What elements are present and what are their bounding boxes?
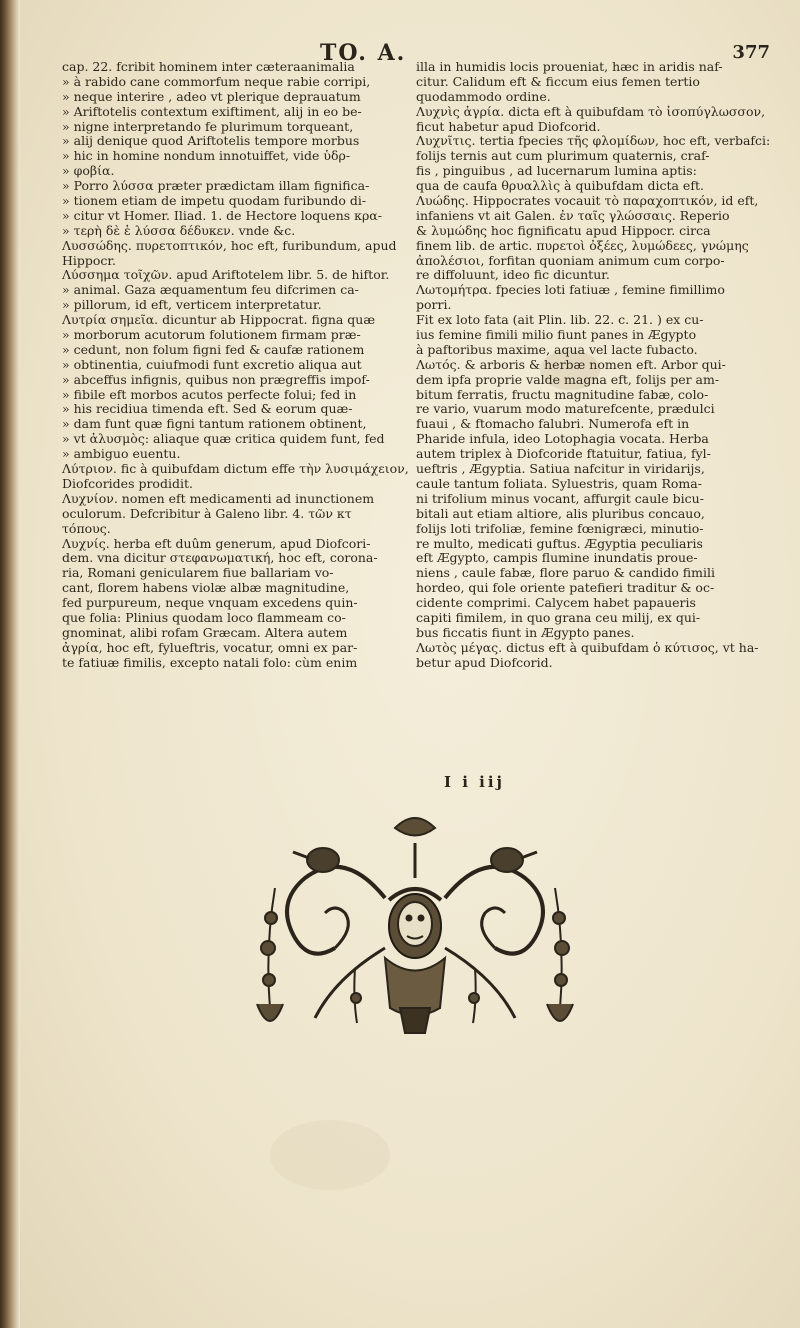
text-line: Pharide infula, ideo Lotophagia vocata. Herba — [416, 431, 709, 447]
text-line: qua de caufa θρυαλλὶς à quibufdam dicta eft. — [416, 178, 704, 194]
text-line: gnominat, alibi rofam Græcam. Altera autem — [62, 624, 348, 640]
right-text-column — [416, 59, 771, 671]
text-line: » animal. Gaza æquamentum feu difcrimen ca- — [62, 282, 359, 298]
text-line: » cedunt, non folum figni fed & caufæ rationem — [62, 341, 365, 357]
tailpiece-ornament — [235, 808, 595, 1043]
text-line: » citur vt Homer. Iliad. 1. de Hectore loquens κρα- — [62, 207, 382, 223]
text-line: ius femine fimili milio fiunt panes in Ægypto — [416, 327, 697, 343]
text-line: quodammodo ordine. — [416, 88, 551, 104]
text-line: niens , caule fabæ, flore paruo & candido fimili — [416, 565, 715, 581]
text-line: ficut habetur apud Diofcorid. — [416, 118, 601, 134]
text-line: » fibile eft morbos acutos perfecte folui; fed in — [62, 386, 357, 402]
text-line: » τερὴ δὲ ἑ λύσσα δέδυκεν. vnde &c. — [62, 222, 296, 238]
text-line: Λύτριον. fic à quibufdam dictum effe τὴν λυσιμάχειον, — [62, 461, 409, 477]
text-line: » nigne interpretando fe plurimum torqueant, — [62, 118, 354, 134]
text-line: cidente comprimi. Calycem habet papaueris — [416, 595, 696, 611]
text-line: Diofcorides prodidit. — [62, 475, 193, 491]
left-text-column — [62, 59, 409, 671]
text-line: ria, Romani genicularem fiue ballariam vo- — [62, 565, 334, 581]
text-line: » alij denique quod Ariftotelis tempore morbus — [62, 133, 360, 149]
text-line: folijs ternis aut cum plurimum quaternis, craf- — [416, 148, 710, 164]
text-line: » neque interire , adeo vt plerique deprauatum — [62, 88, 361, 104]
text-line: Λυχνῖτις. tertia fpecies τῆς φλομίδων, hoc eft, verbafci: — [416, 133, 771, 149]
text-line: ἀγρία, hoc eft, fylueftris, vocatur, omni ex par- — [62, 639, 358, 655]
text-line: Λωτομήτρα. fpecies loti fatiuæ , femine fimillimo — [416, 282, 725, 298]
text-line: » φοβία. — [62, 163, 115, 179]
book-page — [20, 0, 800, 1328]
text-line: finem lib. de artic. πυρετοὶ ὀξέες, λυμώδεες, γνώμης — [416, 237, 749, 253]
text-line: » abceffus infignis, quibus non prægreffis impof- — [62, 371, 370, 387]
text-line: » Porro λύσσα præter prædictam illam fignifica- — [62, 178, 370, 194]
text-line: illa in humidis locis proueniat, hæc in aridis naf- — [416, 59, 723, 74]
text-line: Λυτρία σημεῖα. dicuntur ab Hippocrat. figna quæ — [62, 312, 376, 328]
text-line: » morborum acutorum folutionem firmam præ- — [62, 327, 361, 343]
text-line: autem triplex à Diofcoride ftatuitur, fatiua, fyl- — [416, 446, 711, 462]
text-line: porri. — [416, 297, 452, 313]
text-line: oculorum. Defcribitur à Galeno libr. 4. τῶν κτ — [62, 505, 352, 521]
text-line: cant, florem habens violæ albæ magnitudine, — [62, 580, 350, 596]
text-line: Λυώδης. Hippocrates vocauit τὸ παραχοπτικόν, id eft, — [416, 193, 759, 209]
text-line: ni trifolium minus vocant, affurgit caule bicu- — [416, 490, 704, 506]
text-line: Hippocr. — [62, 252, 117, 268]
text-line: » tionem etiam de impetu quodam furibundo di- — [62, 193, 367, 209]
text-line: infaniens vt ait Galen. ἐν ταῖς γλώσσαις. Reperio — [416, 207, 730, 223]
text-line: hordeo, qui fole oriente patefieri traditur & oc- — [416, 580, 715, 596]
text-line: fis , pinguibus , ad lucernarum lumina aptis: — [416, 163, 697, 179]
text-line: » pillorum, id eft, verticem interpretatur. — [62, 297, 322, 313]
text-line: » dam funt quæ figni tantum rationem obtinent, — [62, 416, 367, 432]
text-line: » ambiguo euentu. — [62, 446, 181, 462]
text-line: fed purpureum, neque vnquam excedens quin- — [62, 595, 358, 611]
text-line: Λυχνίον. nomen eft medicamenti ad inunctionem — [62, 490, 375, 506]
text-line: à paftoribus maxime, aqua vel lacte fubacto. — [416, 341, 698, 357]
text-line: ueftris , Ægyptia. Satiua nafcitur in viridarijs, — [416, 461, 705, 477]
text-line: Λυσσώδης. πυρετοπτικόν, hoc eft, furibundum, apud — [62, 237, 397, 253]
text-line: te fatiuæ fimilis, excepto natali folo: cùm enim — [62, 654, 358, 670]
text-line: betur apud Diofcorid. — [416, 654, 553, 670]
text-line: Λυχνίς. herba eft duûm generum, apud Diofcori- — [62, 535, 371, 551]
text-line: dem ipfa proprie valde magna eft, folijs per am- — [416, 371, 720, 387]
text-line: » his recidiua timenda eft. Sed & eorum quæ- — [62, 401, 353, 417]
text-line: dem. vna dicitur στεφανωματική, hoc eft, corona- — [62, 550, 378, 566]
text-line: folijs loti trifoliæ, femine fœnigræci, minutio- — [416, 520, 704, 536]
text-line: Λύσσημα τοῖχῶν. apud Ariftotelem libr. 5. de hiftor. — [62, 267, 390, 283]
text-line: citur. Calidum eft & ficcum eius femen tertio — [416, 73, 700, 89]
text-line: Λυχνὶς ἀγρία. dicta eft à quibufdam τὸ ἰσοπύγλωσσον, — [416, 103, 766, 119]
book-spine-shadow — [0, 0, 20, 1328]
text-line: » obtinentia, cuiufmodi funt excretio aliqua aut — [62, 356, 362, 372]
text-line: bus ficcatis fiunt in Ægypto panes. — [416, 624, 635, 640]
text-line: » hic in homine nondum innotuiffet, vide ὑδρ- — [62, 148, 351, 164]
text-line: Λωτὸς μέγας. dictus eft à quibufdam ὁ κύτισος, vt ha- — [416, 639, 759, 655]
text-line: ἀπολέσιοι, forfitan quoniam animum cum corpo- — [416, 252, 725, 268]
text-line: eft Ægypto, campis flumine inundatis proue- — [416, 550, 698, 566]
text-line: caule tantum foliata. Syluestris, quam Roma- — [416, 475, 702, 491]
text-line: capiti fimilem, in quo grana ceu milij, ex qui- — [416, 609, 701, 625]
running-title: TO. A. — [320, 40, 407, 66]
text-line: fuaui , & ftomacho falubri. Numerofa eft in — [416, 416, 690, 432]
text-line: bitum ferratis, fructu magnitudine fabæ, colo- — [416, 386, 709, 402]
text-line: bitali aut etiam altiore, alis pluribus concauo, — [416, 505, 705, 521]
text-line: Λωτός. & arboris & herbæ nomen eft. Arbor qui- — [416, 356, 726, 372]
text-line: τόπους. — [62, 520, 111, 536]
page-number: 377 — [732, 42, 770, 63]
text-line: re vario, vuarum modo maturefcente, prædulci — [416, 401, 715, 417]
text-line: » à rabido cane commorfum neque rabie corripi, — [62, 73, 371, 89]
text-line: re diffoluunt, ideo fic dicuntur. — [416, 267, 610, 283]
text-line: que folia: Plinius quodam loco flammeam co- — [62, 609, 346, 625]
text-line: cap. 22. fcribit hominem inter cæteraanimalia — [62, 59, 355, 74]
text-line: » Ariftotelis contextum exiftiment, alij in eo be- — [62, 103, 362, 119]
text-line: re multo, medicati guftus. Ægyptia peculiaris — [416, 535, 703, 551]
signature-mark: I i iij — [444, 773, 505, 791]
text-line: » vt ἀλυσμὸς: aliaque quæ critica quidem funt, fed — [62, 431, 385, 447]
text-line: Fit ex loto fata (ait Plin. lib. 22. c. 21. ) ex cu- — [416, 312, 704, 328]
text-line: & λυμώδης hoc fignificatu apud Hippocr. circa — [416, 222, 711, 238]
